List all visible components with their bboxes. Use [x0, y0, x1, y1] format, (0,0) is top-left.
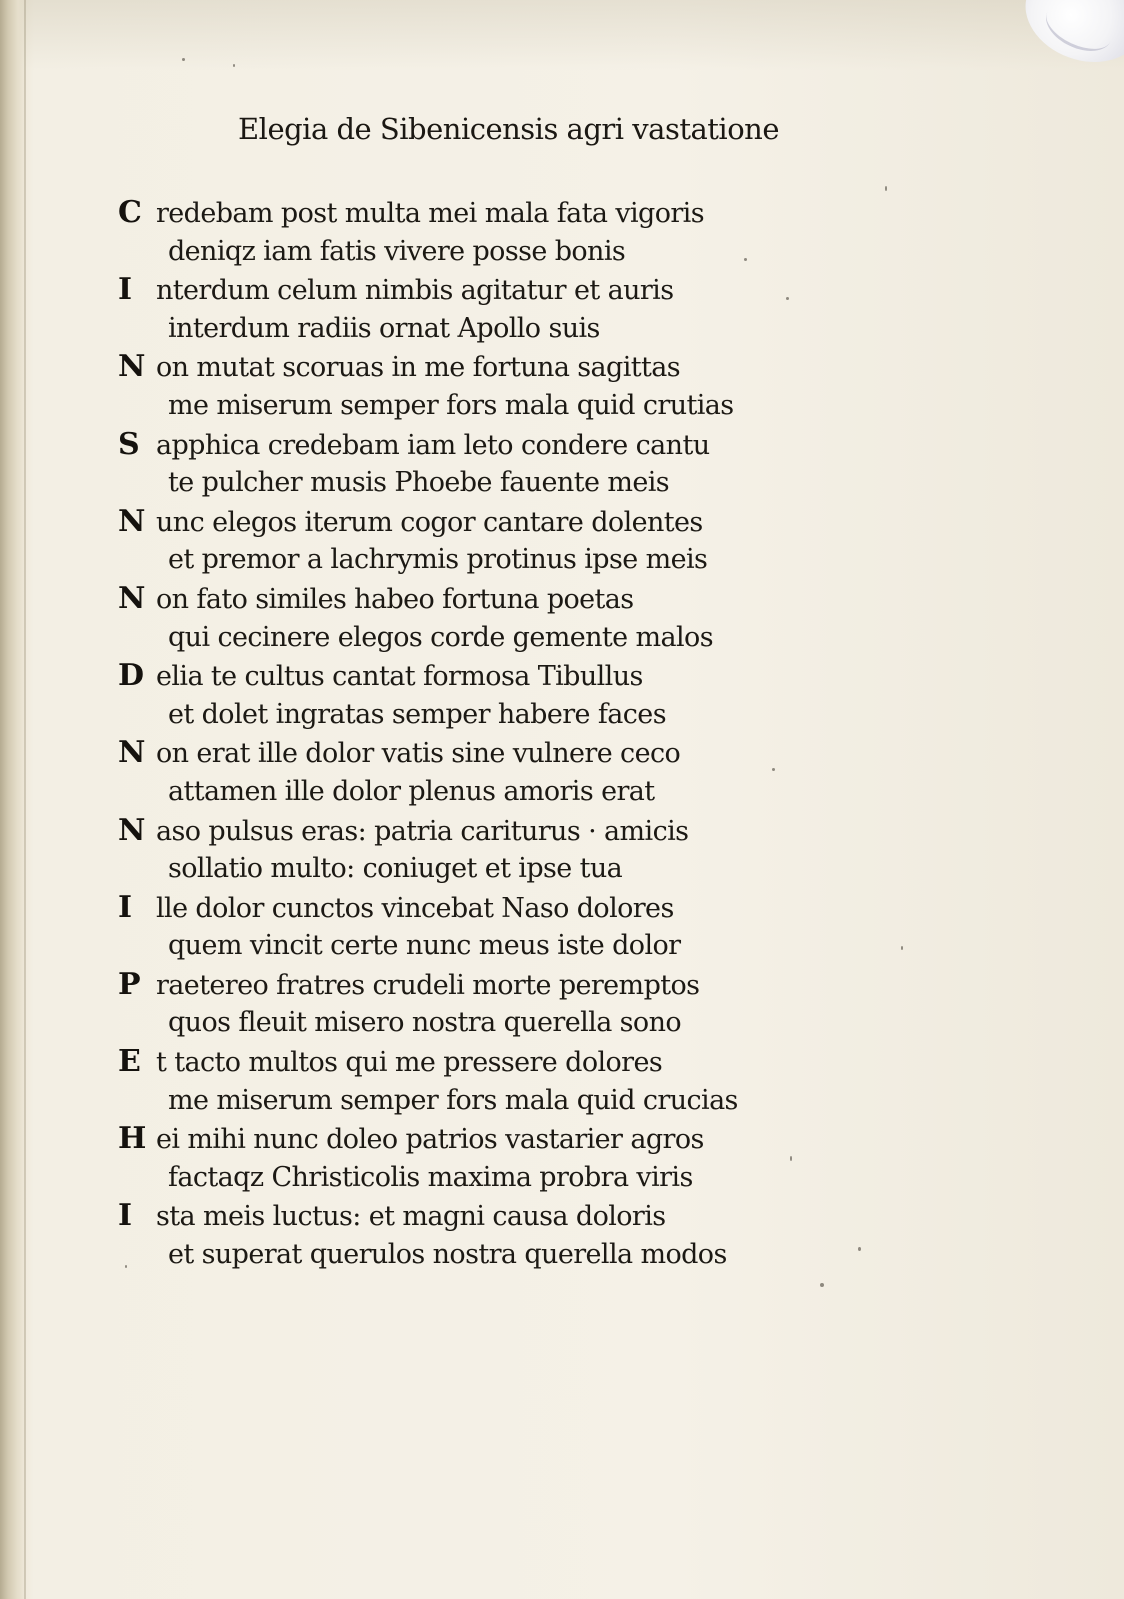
line-text: raetereo fratres crudeli morte peremptos — [156, 969, 700, 1001]
initial-letter: I — [118, 1198, 132, 1234]
line-text: elia te cultus cantat formosa Tibullus — [156, 661, 643, 693]
pentameter-line: quos fleuit misero nostra querella sono — [168, 1007, 682, 1039]
initial-letter: S — [118, 426, 140, 462]
couplet — [118, 1043, 768, 1120]
initial-letter: P — [118, 966, 140, 1002]
couplet — [118, 812, 768, 889]
hexameter-line — [118, 966, 768, 1005]
top-shadow — [0, 0, 1124, 70]
hexameter-line — [118, 657, 768, 696]
hexameter-line — [118, 1197, 768, 1236]
couplet — [118, 1197, 768, 1274]
couplet — [118, 966, 768, 1043]
line-text: ei mihi nunc doleo patrios vastarier agros — [156, 1124, 704, 1156]
couplet — [118, 271, 768, 348]
pentameter-line: sollatio multo: coniuget et ipse tua — [168, 853, 623, 885]
pentameter-line: factaqz Christicolis maxima probra viris — [168, 1161, 693, 1193]
initial-letter: D — [118, 658, 144, 694]
hexameter-line — [118, 734, 768, 773]
line-text: lle dolor cunctos vincebat Naso dolores — [156, 892, 674, 924]
ink-speck — [858, 1247, 861, 1251]
line-text: on erat ille dolor vatis sine vulnere ceco — [156, 738, 681, 770]
couplet — [118, 348, 768, 425]
ink-speck — [820, 1283, 824, 1287]
couplet — [118, 503, 768, 580]
couplet — [118, 734, 768, 811]
poem-text — [118, 194, 768, 1275]
couplet — [118, 1120, 768, 1197]
hexameter-line — [118, 426, 768, 465]
elegy-title: Elegia de Sibenicensis agri vastatione — [238, 112, 779, 146]
initial-letter: N — [118, 812, 145, 848]
initial-letter: H — [118, 1121, 146, 1157]
ink-speck — [790, 1156, 792, 1161]
pentameter-line: te pulcher musis Phoebe fauente meis — [168, 467, 669, 499]
line-text: on mutat scoruas in me fortuna sagittas — [156, 352, 681, 384]
ink-speck — [182, 58, 185, 61]
ink-speck — [233, 64, 235, 67]
line-text: t tacto multos qui me pressere dolores — [156, 1047, 663, 1079]
hexameter-line — [118, 503, 768, 542]
ink-speck — [786, 297, 789, 300]
pentameter-line: et premor a lachrymis protinus ipse meis — [168, 544, 708, 576]
pentameter-line: quem vincit certe nunc meus iste dolor — [168, 930, 681, 962]
hexameter-line — [118, 580, 768, 619]
pentameter-line: qui cecinere elegos corde gemente malos — [168, 621, 713, 653]
binding-edge — [0, 0, 26, 1599]
hexameter-line — [118, 194, 768, 233]
couplet — [118, 657, 768, 734]
line-text: nterdum celum nimbis agitatur et auris — [156, 275, 674, 307]
ink-speck — [772, 768, 775, 771]
pentameter-line: attamen ille dolor plenus amoris erat — [168, 775, 655, 807]
line-text: aso pulsus eras: patria cariturus · amicis — [156, 815, 689, 847]
pentameter-line: et dolet ingratas semper habere faces — [168, 698, 666, 730]
line-text: on fato similes habeo fortuna poetas — [156, 583, 634, 615]
pentameter-line: me miserum semper fors mala quid crutias — [168, 389, 734, 421]
hexameter-line — [118, 271, 768, 310]
couplet — [118, 194, 768, 271]
pentameter-line: et superat querulos nostra querella modos — [168, 1239, 727, 1271]
line-text: unc elegos iterum cogor cantare dolentes — [156, 506, 703, 538]
line-text: sta meis luctus: et magni causa doloris — [156, 1201, 666, 1233]
ink-speck — [901, 946, 903, 950]
gutter-line — [24, 0, 26, 1599]
initial-letter: E — [118, 1044, 141, 1080]
initial-letter: N — [118, 349, 145, 385]
initial-letter: C — [118, 195, 142, 230]
line-text: redebam post multa mei mala fata vigoris — [156, 198, 704, 229]
hexameter-line — [118, 889, 768, 928]
initial-letter: N — [118, 735, 145, 771]
initial-letter: I — [118, 272, 132, 308]
initial-letter: I — [118, 889, 132, 925]
couplet — [118, 580, 768, 657]
pentameter-line: me miserum semper fors mala quid crucias — [168, 1084, 738, 1116]
hexameter-line — [118, 348, 768, 387]
pentameter-line: deniqz iam fatis vivere posse bonis — [168, 235, 626, 267]
initial-letter: N — [118, 503, 145, 539]
line-text: apphica credebam iam leto condere cantu — [156, 429, 710, 461]
pentameter-line: interdum radiis ornat Apollo suis — [168, 312, 600, 344]
initial-letter: N — [118, 580, 145, 616]
hexameter-line — [118, 812, 768, 851]
couplet — [118, 889, 768, 966]
hexameter-line — [118, 1120, 768, 1159]
ink-speck — [885, 186, 887, 191]
couplet — [118, 426, 768, 503]
hexameter-line — [118, 1043, 768, 1082]
